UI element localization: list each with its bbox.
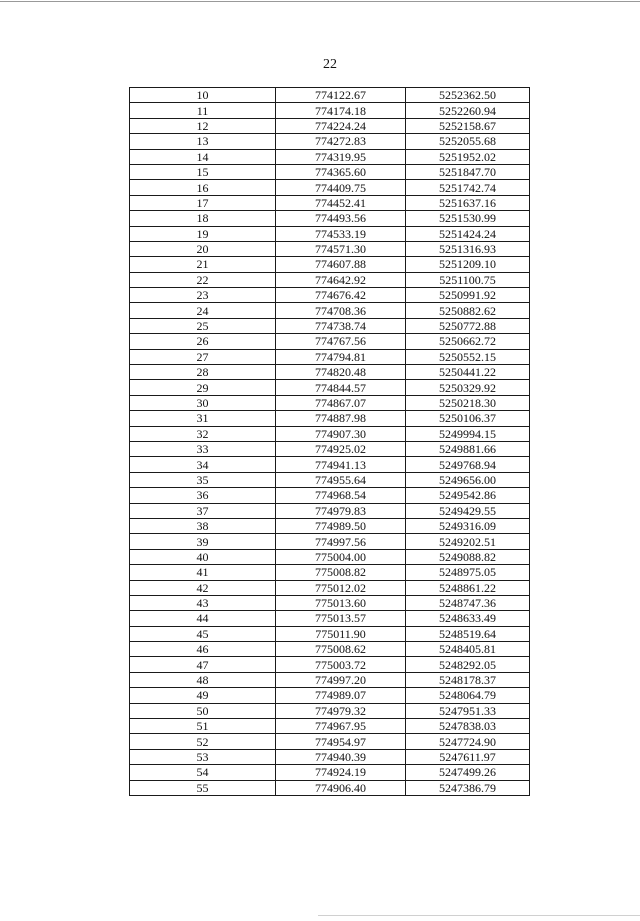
table-row <box>130 580 530 595</box>
point-number-cell: 39 <box>130 534 276 549</box>
x-coordinate-cell: 774820.48 <box>276 365 406 380</box>
x-coordinate-cell: 774941.13 <box>276 457 406 472</box>
point-number-cell: 27 <box>130 349 276 364</box>
table-row <box>130 211 530 226</box>
x-coordinate-cell: 774365.60 <box>276 164 406 179</box>
y-coordinate-cell: 5249316.09 <box>406 518 530 533</box>
table-row <box>130 672 530 687</box>
point-number-cell: 48 <box>130 672 276 687</box>
point-number-cell: 41 <box>130 565 276 580</box>
x-coordinate-cell: 775013.60 <box>276 595 406 610</box>
table-row <box>130 503 530 518</box>
y-coordinate-cell: 5252260.94 <box>406 103 530 118</box>
table-row <box>130 195 530 210</box>
point-number-cell: 49 <box>130 688 276 703</box>
x-coordinate-cell: 774997.20 <box>276 672 406 687</box>
x-coordinate-cell: 774122.67 <box>276 88 406 103</box>
point-number-cell: 13 <box>130 134 276 149</box>
x-coordinate-cell: 774979.32 <box>276 703 406 718</box>
table-row <box>130 441 530 456</box>
point-number-cell: 46 <box>130 642 276 657</box>
table-row <box>130 88 530 103</box>
table-row <box>130 303 530 318</box>
y-coordinate-cell: 5251742.74 <box>406 180 530 195</box>
x-coordinate-cell: 774493.56 <box>276 211 406 226</box>
page-number: 22 <box>323 57 337 72</box>
x-coordinate-cell: 774955.64 <box>276 472 406 487</box>
point-number-cell: 44 <box>130 611 276 626</box>
y-coordinate-cell: 5247611.97 <box>406 749 530 764</box>
table-row <box>130 272 530 287</box>
point-number-cell: 30 <box>130 395 276 410</box>
x-coordinate-cell: 774989.50 <box>276 518 406 533</box>
point-number-cell: 29 <box>130 380 276 395</box>
y-coordinate-cell: 5251316.93 <box>406 241 530 256</box>
x-coordinate-cell: 774319.95 <box>276 149 406 164</box>
y-coordinate-cell: 5250552.15 <box>406 349 530 364</box>
x-coordinate-cell: 774954.97 <box>276 734 406 749</box>
table-row <box>130 688 530 703</box>
x-coordinate-cell: 775003.72 <box>276 657 406 672</box>
y-coordinate-cell: 5249994.15 <box>406 426 530 441</box>
y-coordinate-cell: 5250991.92 <box>406 288 530 303</box>
scan-edge-bottom <box>318 915 640 916</box>
y-coordinate-cell: 5250441.22 <box>406 365 530 380</box>
y-coordinate-cell: 5250882.62 <box>406 303 530 318</box>
table-row <box>130 149 530 164</box>
point-number-cell: 34 <box>130 457 276 472</box>
point-number-cell: 14 <box>130 149 276 164</box>
y-coordinate-cell: 5248633.49 <box>406 611 530 626</box>
table-row <box>130 534 530 549</box>
table-row <box>130 734 530 749</box>
x-coordinate-cell: 774738.74 <box>276 318 406 333</box>
table-row <box>130 164 530 179</box>
table-row <box>130 565 530 580</box>
y-coordinate-cell: 5249542.86 <box>406 488 530 503</box>
y-coordinate-cell: 5251209.10 <box>406 257 530 272</box>
point-number-cell: 25 <box>130 318 276 333</box>
y-coordinate-cell: 5249088.82 <box>406 549 530 564</box>
coordinates-table-body <box>130 88 530 796</box>
table-row <box>130 334 530 349</box>
x-coordinate-cell: 774924.19 <box>276 765 406 780</box>
point-number-cell: 26 <box>130 334 276 349</box>
y-coordinate-cell: 5248178.37 <box>406 672 530 687</box>
y-coordinate-cell: 5250772.88 <box>406 318 530 333</box>
table-row <box>130 595 530 610</box>
y-coordinate-cell: 5250218.30 <box>406 395 530 410</box>
point-number-cell: 16 <box>130 180 276 195</box>
point-number-cell: 55 <box>130 780 276 795</box>
point-number-cell: 22 <box>130 272 276 287</box>
x-coordinate-cell: 774452.41 <box>276 195 406 210</box>
table-row <box>130 426 530 441</box>
y-coordinate-cell: 5250662.72 <box>406 334 530 349</box>
x-coordinate-cell: 775013.57 <box>276 611 406 626</box>
point-number-cell: 36 <box>130 488 276 503</box>
x-coordinate-cell: 774906.40 <box>276 780 406 795</box>
x-coordinate-cell: 774967.95 <box>276 719 406 734</box>
y-coordinate-cell: 5252362.50 <box>406 88 530 103</box>
point-number-cell: 38 <box>130 518 276 533</box>
table-row <box>130 318 530 333</box>
table-row <box>130 134 530 149</box>
x-coordinate-cell: 774940.39 <box>276 749 406 764</box>
table-row <box>130 241 530 256</box>
point-number-cell: 52 <box>130 734 276 749</box>
point-number-cell: 17 <box>130 195 276 210</box>
table-row <box>130 349 530 364</box>
x-coordinate-cell: 774979.83 <box>276 503 406 518</box>
x-coordinate-cell: 775008.62 <box>276 642 406 657</box>
y-coordinate-cell: 5248519.64 <box>406 626 530 641</box>
point-number-cell: 21 <box>130 257 276 272</box>
x-coordinate-cell: 774676.42 <box>276 288 406 303</box>
y-coordinate-cell: 5248975.05 <box>406 565 530 580</box>
y-coordinate-cell: 5247499.26 <box>406 765 530 780</box>
y-coordinate-cell: 5250329.92 <box>406 380 530 395</box>
x-coordinate-cell: 774907.30 <box>276 426 406 441</box>
coordinates-table <box>129 87 530 796</box>
point-number-cell: 42 <box>130 580 276 595</box>
point-number-cell: 40 <box>130 549 276 564</box>
table-row <box>130 626 530 641</box>
x-coordinate-cell: 774174.18 <box>276 103 406 118</box>
x-coordinate-cell: 774968.54 <box>276 488 406 503</box>
table-row <box>130 288 530 303</box>
y-coordinate-cell: 5249429.55 <box>406 503 530 518</box>
point-number-cell: 54 <box>130 765 276 780</box>
x-coordinate-cell: 775011.90 <box>276 626 406 641</box>
point-number-cell: 23 <box>130 288 276 303</box>
table-row <box>130 118 530 133</box>
x-coordinate-cell: 774642.92 <box>276 272 406 287</box>
table-row <box>130 457 530 472</box>
table-row <box>130 549 530 564</box>
point-number-cell: 20 <box>130 241 276 256</box>
y-coordinate-cell: 5249768.94 <box>406 457 530 472</box>
point-number-cell: 31 <box>130 411 276 426</box>
table-row <box>130 257 530 272</box>
x-coordinate-cell: 774272.83 <box>276 134 406 149</box>
table-row <box>130 657 530 672</box>
y-coordinate-cell: 5248292.05 <box>406 657 530 672</box>
table-row <box>130 611 530 626</box>
x-coordinate-cell: 775012.02 <box>276 580 406 595</box>
x-coordinate-cell: 774997.56 <box>276 534 406 549</box>
table-row <box>130 395 530 410</box>
table-row <box>130 780 530 795</box>
x-coordinate-cell: 775004.00 <box>276 549 406 564</box>
point-number-cell: 15 <box>130 164 276 179</box>
y-coordinate-cell: 5249656.00 <box>406 472 530 487</box>
point-number-cell: 28 <box>130 365 276 380</box>
point-number-cell: 51 <box>130 719 276 734</box>
point-number-cell: 33 <box>130 441 276 456</box>
y-coordinate-cell: 5251847.70 <box>406 164 530 179</box>
x-coordinate-cell: 774224.24 <box>276 118 406 133</box>
table-row <box>130 180 530 195</box>
point-number-cell: 11 <box>130 103 276 118</box>
table-row <box>130 411 530 426</box>
y-coordinate-cell: 5249202.51 <box>406 534 530 549</box>
y-coordinate-cell: 5252055.68 <box>406 134 530 149</box>
y-coordinate-cell: 5251952.02 <box>406 149 530 164</box>
x-coordinate-cell: 774409.75 <box>276 180 406 195</box>
y-coordinate-cell: 5248747.36 <box>406 595 530 610</box>
x-coordinate-cell: 774708.36 <box>276 303 406 318</box>
y-coordinate-cell: 5248405.81 <box>406 642 530 657</box>
point-number-cell: 10 <box>130 88 276 103</box>
x-coordinate-cell: 774989.07 <box>276 688 406 703</box>
y-coordinate-cell: 5251424.24 <box>406 226 530 241</box>
x-coordinate-cell: 774867.07 <box>276 395 406 410</box>
table-row <box>130 719 530 734</box>
y-coordinate-cell: 5248861.22 <box>406 580 530 595</box>
table-row <box>130 703 530 718</box>
table-row <box>130 365 530 380</box>
table-row <box>130 642 530 657</box>
x-coordinate-cell: 774925.02 <box>276 441 406 456</box>
table-row <box>130 765 530 780</box>
point-number-cell: 24 <box>130 303 276 318</box>
x-coordinate-cell: 774533.19 <box>276 226 406 241</box>
x-coordinate-cell: 774794.81 <box>276 349 406 364</box>
table-row <box>130 749 530 764</box>
table-row <box>130 380 530 395</box>
point-number-cell: 19 <box>130 226 276 241</box>
x-coordinate-cell: 774887.98 <box>276 411 406 426</box>
point-number-cell: 53 <box>130 749 276 764</box>
table-row <box>130 518 530 533</box>
point-number-cell: 43 <box>130 595 276 610</box>
x-coordinate-cell: 775008.82 <box>276 565 406 580</box>
table-row <box>130 103 530 118</box>
y-coordinate-cell: 5249881.66 <box>406 441 530 456</box>
point-number-cell: 18 <box>130 211 276 226</box>
x-coordinate-cell: 774767.56 <box>276 334 406 349</box>
point-number-cell: 47 <box>130 657 276 672</box>
y-coordinate-cell: 5247724.90 <box>406 734 530 749</box>
point-number-cell: 35 <box>130 472 276 487</box>
x-coordinate-cell: 774571.30 <box>276 241 406 256</box>
y-coordinate-cell: 5248064.79 <box>406 688 530 703</box>
y-coordinate-cell: 5252158.67 <box>406 118 530 133</box>
x-coordinate-cell: 774607.88 <box>276 257 406 272</box>
x-coordinate-cell: 774844.57 <box>276 380 406 395</box>
y-coordinate-cell: 5251100.75 <box>406 272 530 287</box>
point-number-cell: 50 <box>130 703 276 718</box>
y-coordinate-cell: 5247386.79 <box>406 780 530 795</box>
point-number-cell: 45 <box>130 626 276 641</box>
point-number-cell: 32 <box>130 426 276 441</box>
table-row <box>130 472 530 487</box>
table-row <box>130 226 530 241</box>
scan-edge-top <box>0 1 640 2</box>
y-coordinate-cell: 5251637.16 <box>406 195 530 210</box>
y-coordinate-cell: 5251530.99 <box>406 211 530 226</box>
table-row <box>130 488 530 503</box>
y-coordinate-cell: 5250106.37 <box>406 411 530 426</box>
y-coordinate-cell: 5247951.33 <box>406 703 530 718</box>
point-number-cell: 37 <box>130 503 276 518</box>
y-coordinate-cell: 5247838.03 <box>406 719 530 734</box>
point-number-cell: 12 <box>130 118 276 133</box>
